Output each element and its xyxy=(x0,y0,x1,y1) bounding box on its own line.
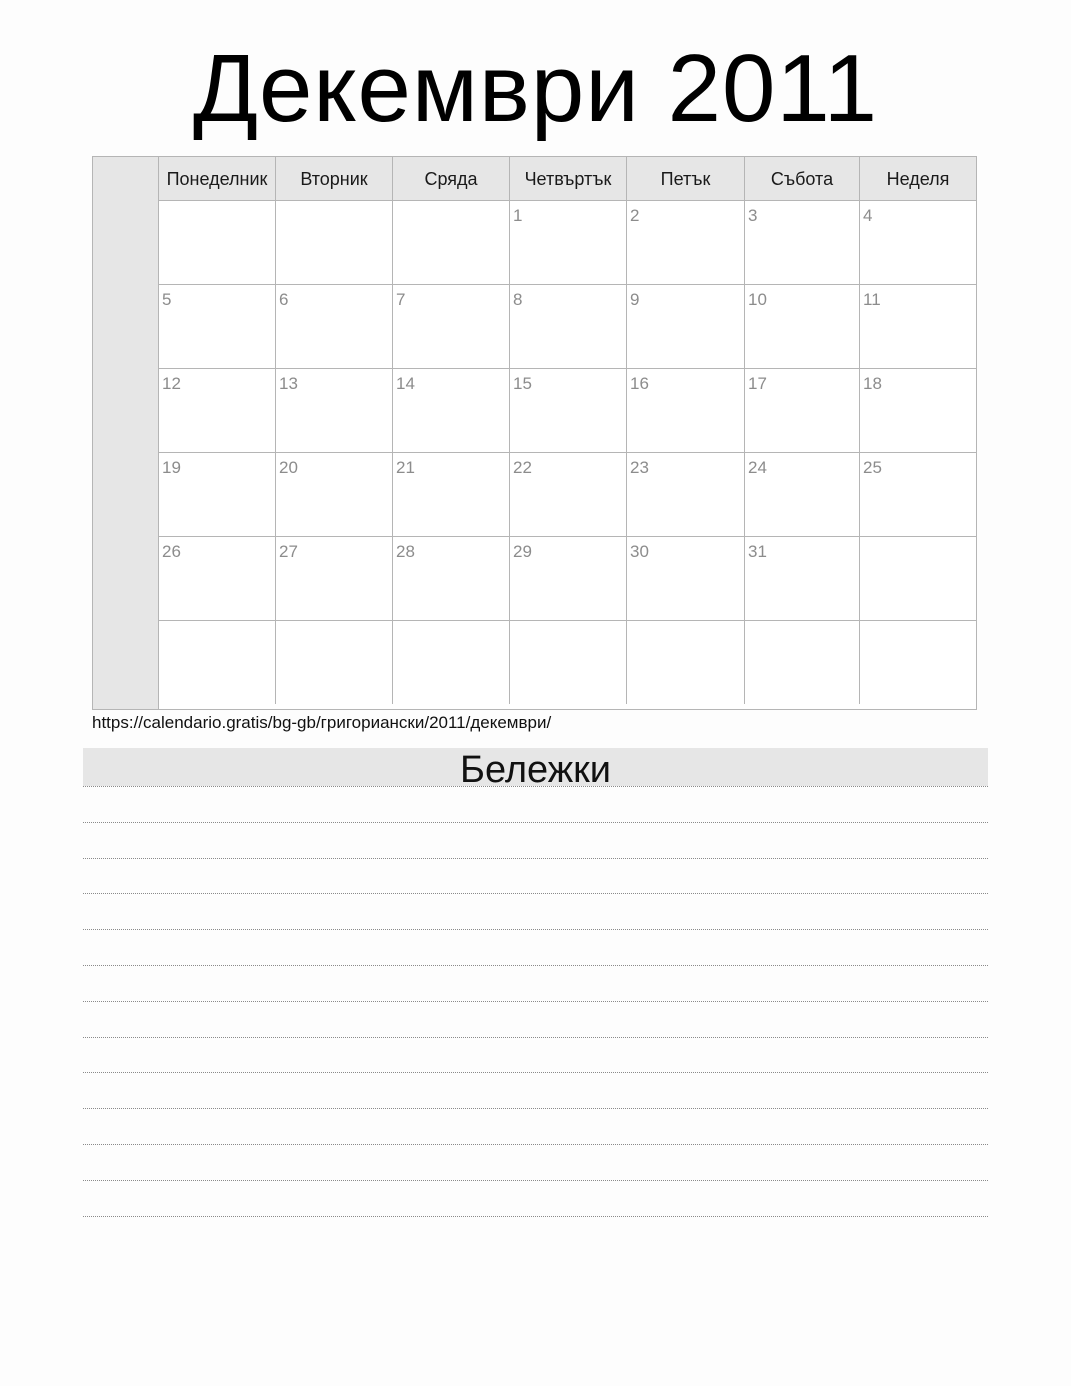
day-number: 30 xyxy=(630,542,649,561)
day-cell xyxy=(626,284,744,368)
day-number: 24 xyxy=(748,458,767,477)
day-number: 16 xyxy=(630,374,649,393)
day-cell xyxy=(744,452,859,536)
day-cell xyxy=(392,452,509,536)
weekday-header-friday: Петък xyxy=(626,157,744,200)
day-number: 25 xyxy=(863,458,882,477)
day-number: 6 xyxy=(279,290,289,309)
note-line xyxy=(83,858,988,859)
notes-heading: Бележки xyxy=(83,748,988,786)
note-line xyxy=(83,786,988,787)
day-number: 31 xyxy=(748,542,767,561)
day-number: 13 xyxy=(279,374,298,393)
day-cell xyxy=(158,536,275,620)
day-cell xyxy=(392,536,509,620)
note-line xyxy=(83,893,988,894)
day-number: 3 xyxy=(748,206,758,225)
weekday-header-thursday: Четвъртък xyxy=(509,157,626,200)
day-cell xyxy=(158,620,275,704)
day-cell xyxy=(744,200,859,284)
day-cell xyxy=(859,620,976,704)
day-cell xyxy=(626,452,744,536)
source-url: https://calendario.gratis/bg-gb/григориански/2011/декември/ xyxy=(92,713,552,732)
note-line xyxy=(83,965,988,966)
month-calendar-grid xyxy=(92,156,977,710)
day-number: 2 xyxy=(630,206,640,225)
note-line xyxy=(83,1072,988,1073)
day-cell xyxy=(392,368,509,452)
weekday-header-wednesday: Сряда xyxy=(392,157,509,200)
note-line xyxy=(83,1216,988,1217)
day-cell xyxy=(509,284,626,368)
day-cell xyxy=(744,284,859,368)
day-number: 29 xyxy=(513,542,532,561)
weekday-header-tuesday: Вторник xyxy=(275,157,392,200)
note-line xyxy=(83,822,988,823)
day-number: 28 xyxy=(396,542,415,561)
day-number: 11 xyxy=(863,290,881,309)
day-cell xyxy=(626,368,744,452)
weekday-header-sunday: Неделя xyxy=(859,157,976,200)
day-cell xyxy=(859,536,976,620)
day-cell xyxy=(859,368,976,452)
day-cell xyxy=(626,200,744,284)
day-cell xyxy=(275,200,392,284)
day-number: 19 xyxy=(162,458,181,477)
day-number: 22 xyxy=(513,458,532,477)
day-cell xyxy=(392,284,509,368)
day-cell xyxy=(509,200,626,284)
day-number: 1 xyxy=(513,206,523,225)
day-number: 18 xyxy=(863,374,882,393)
weekday-header-row xyxy=(158,157,976,201)
day-cell xyxy=(392,620,509,704)
day-cell xyxy=(275,368,392,452)
day-cell xyxy=(275,452,392,536)
day-number: 20 xyxy=(279,458,298,477)
weekday-header-monday: Понеделник xyxy=(158,157,275,200)
day-number: 10 xyxy=(748,290,767,309)
day-number: 27 xyxy=(279,542,298,561)
day-number: 9 xyxy=(630,290,640,309)
day-number: 5 xyxy=(162,290,172,309)
day-cell xyxy=(509,620,626,704)
day-cell xyxy=(158,368,275,452)
day-number: 8 xyxy=(513,290,523,309)
day-number: 14 xyxy=(396,374,415,393)
day-cell xyxy=(859,452,976,536)
day-cell xyxy=(392,200,509,284)
day-number: 26 xyxy=(162,542,181,561)
note-line xyxy=(83,1001,988,1002)
day-cell xyxy=(626,536,744,620)
day-number: 17 xyxy=(748,374,767,393)
day-cell xyxy=(744,368,859,452)
day-cell xyxy=(509,536,626,620)
day-cell xyxy=(859,284,976,368)
day-cell xyxy=(509,368,626,452)
day-number: 12 xyxy=(162,374,181,393)
note-line xyxy=(83,1180,988,1181)
day-cell xyxy=(275,284,392,368)
day-cell xyxy=(275,536,392,620)
note-line xyxy=(83,929,988,930)
note-line xyxy=(83,1108,988,1109)
page-title: Декември 2011 xyxy=(193,35,878,142)
day-cell xyxy=(158,284,275,368)
day-cell xyxy=(744,620,859,704)
note-line xyxy=(83,1037,988,1038)
day-number: 15 xyxy=(513,374,532,393)
week-number-column xyxy=(93,157,159,709)
day-cell xyxy=(509,452,626,536)
note-line xyxy=(83,1144,988,1145)
day-cell xyxy=(626,620,744,704)
day-cell xyxy=(158,200,275,284)
weekday-header-saturday: Събота xyxy=(744,157,859,200)
day-number: 21 xyxy=(396,458,415,477)
day-cell xyxy=(275,620,392,704)
day-number: 7 xyxy=(396,290,406,309)
day-number: 23 xyxy=(630,458,649,477)
day-cell xyxy=(158,452,275,536)
day-cell xyxy=(744,536,859,620)
day-cell xyxy=(859,200,976,284)
day-number: 4 xyxy=(863,206,873,225)
